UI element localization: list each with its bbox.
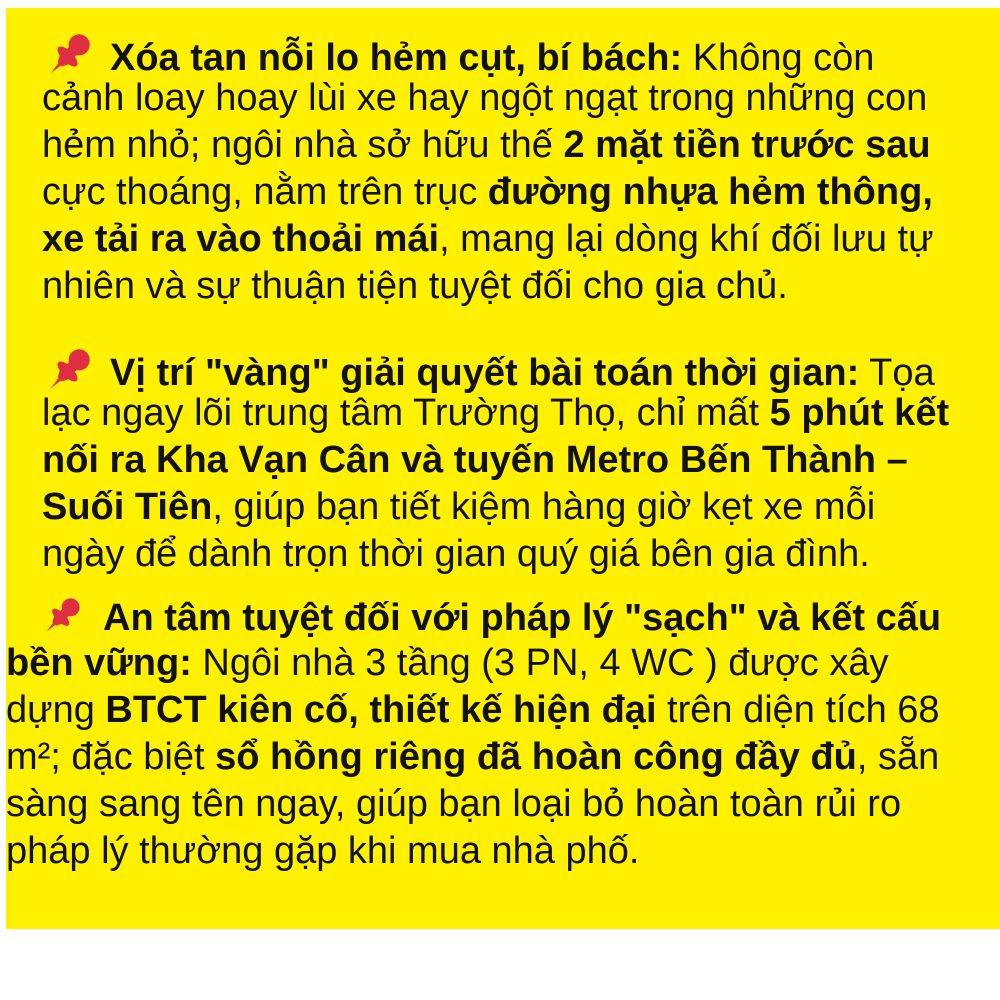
text-segment: , sẵn — [856, 736, 940, 778]
text-line — [6, 734, 1000, 781]
text-segment: An tâm tuyệt đối với pháp lý "sạch" và kết cấu — [103, 597, 942, 639]
text-segment: Suối Tiên — [42, 486, 213, 528]
text-line — [42, 216, 996, 263]
text-segment: nối ra Kha Vạn Cân và tuyến Metro Bến Thành – — [42, 439, 908, 481]
text-segment: m²; đặc biệt — [6, 736, 216, 778]
text-segment: Ngôi nhà 3 tầng (3 PN, 4 WC ) được xây — [191, 642, 889, 684]
paragraph-vi-tri-vang — [42, 343, 996, 578]
text-segment: sổ hồng riêng đã hoàn công đầy đủ — [215, 736, 857, 778]
text-line — [42, 75, 996, 122]
text-line — [6, 593, 1000, 640]
paragraph-phap-ly — [6, 593, 1000, 875]
text-segment: , mang lại dòng khí đối lưu tự — [439, 218, 934, 260]
yellow-text-panel — [6, 8, 1000, 929]
text-line — [42, 122, 996, 169]
text-segment: lạc ngay lõi trung tâm Trường Thọ, chỉ mất — [42, 392, 770, 434]
text-segment: xe tải ra vào thoải mái — [42, 218, 440, 260]
text-segment: Xóa tan nỗi lo hẻm cụt, bí bách: — [110, 37, 683, 79]
text-segment: cảnh loay hoay lùi xe hay ngột ngạt trong những con — [42, 77, 928, 119]
text-line — [42, 390, 996, 437]
text-line — [6, 781, 1000, 828]
text-segment: trên diện tích 68 — [656, 689, 940, 731]
text-segment: hẻm nhỏ; ngôi nhà sở hữu thế — [42, 124, 564, 166]
text-segment: pháp lý thường gặp khi mua nhà phố. — [6, 830, 640, 872]
text-segment: BTCT kiên cố, thiết kế hiện đại — [105, 689, 657, 731]
text-segment: , giúp bạn tiết kiệm hàng giờ kẹt xe mỗi — [212, 486, 876, 528]
text-line — [6, 687, 1000, 734]
text-segment: cực thoáng, nằm trên trục — [42, 171, 488, 213]
text-segment: Vị trí "vàng" giải quyết bài toán thời gian: — [110, 352, 860, 394]
text-line — [42, 484, 996, 531]
text-segment: đường nhựa hẻm thông, — [487, 171, 933, 213]
paragraph-hem-cut — [42, 28, 996, 310]
text-segment: dựng — [6, 689, 106, 731]
text-segment: bền vững: — [6, 642, 192, 684]
text-line — [42, 28, 996, 79]
text-segment: 5 phút kết — [769, 392, 950, 434]
text-segment: ngày để dành trọn thời gian quý giá bên gia đình. — [42, 533, 870, 575]
pushpin-icon — [39, 593, 85, 639]
text-line — [42, 437, 996, 484]
text-segment: sàng sang tên ngay, giúp bạn loại bỏ hoàn toàn rủi ro — [6, 783, 902, 825]
text-line — [6, 828, 1000, 875]
text-line — [42, 263, 996, 310]
pushpin-icon — [42, 343, 96, 397]
text-line — [42, 343, 996, 394]
text-segment: 2 mặt tiền trước sau — [563, 124, 931, 166]
text-segment: Tọa — [859, 352, 935, 394]
text-line — [42, 531, 996, 578]
pushpin-icon — [42, 28, 96, 82]
text-line — [42, 169, 996, 216]
text-segment: Không còn — [682, 37, 875, 79]
text-line — [6, 640, 1000, 687]
text-segment: nhiên và sự thuận tiện tuyệt đối cho gia chủ. — [42, 265, 788, 307]
